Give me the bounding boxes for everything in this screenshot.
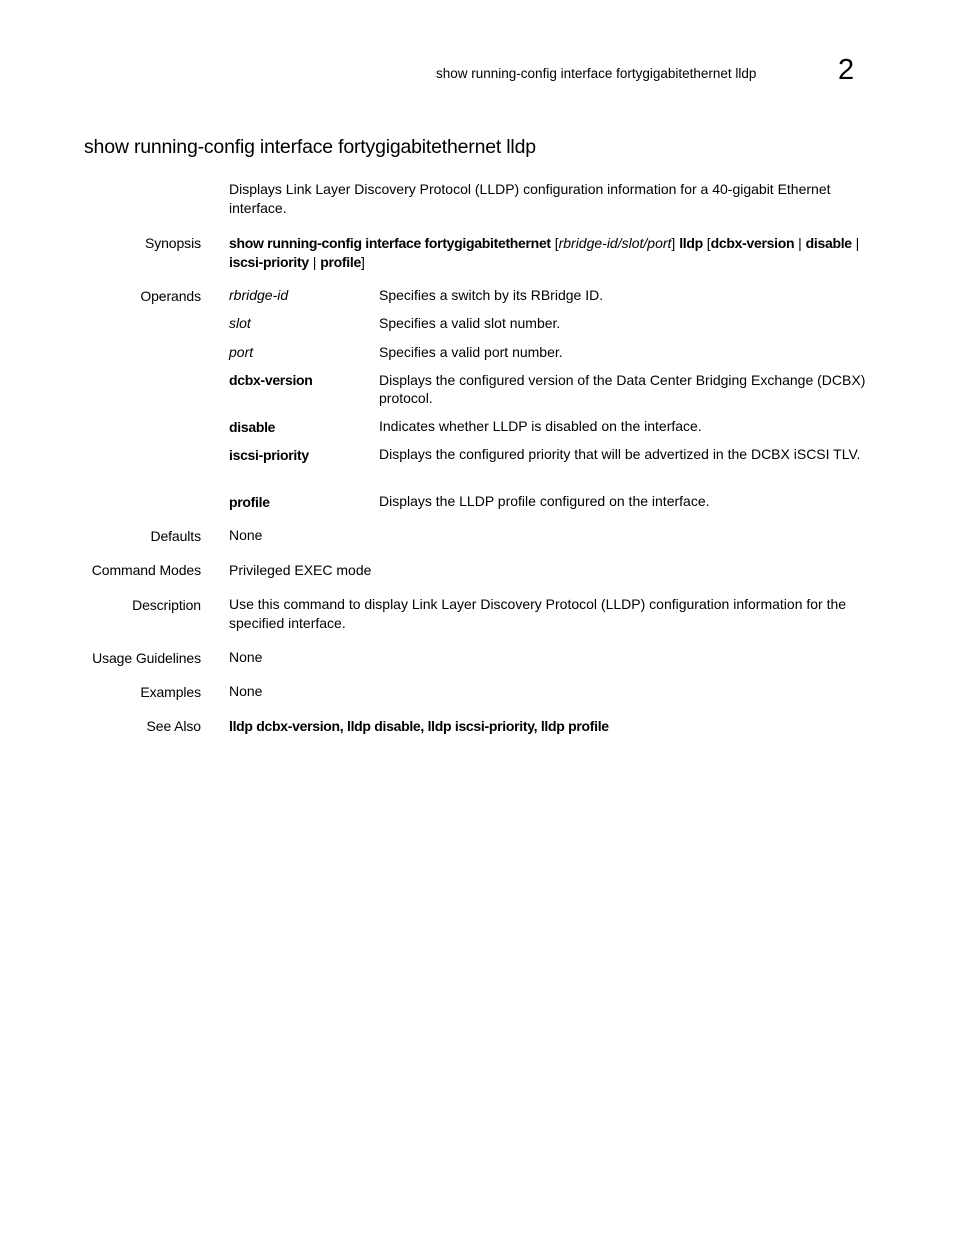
operand-term-profile: profile: [229, 494, 270, 510]
intro-paragraph: Displays Link Layer Discovery Protocol (LLDP) configuration information for a 40-gigabit Ethernet interface.: [229, 181, 831, 216]
synopsis-keyword-lldp: lldp: [679, 235, 703, 251]
command-modes-label: Command Modes: [91, 562, 201, 578]
synopsis-close-bracket-2: ]: [360, 254, 365, 270]
defaults-text: None: [229, 527, 263, 543]
running-header: show running-config interface fortygigabitethernet lldp: [436, 66, 757, 81]
operand-desc-port: Specifies a valid port number.: [379, 344, 563, 360]
description-text: Use this command to display Link Layer Discovery Protocol (LLDP) configuration information for the specified interface.: [229, 596, 847, 631]
synopsis-separator: |: [798, 235, 802, 251]
page-title: show running-config interface fortygigabitethernet lldp: [84, 136, 536, 158]
synopsis-option-iscsi-priority: iscsi-priority: [229, 254, 309, 270]
synopsis-option-dcbx-version: dcbx-version: [710, 235, 795, 251]
usage-guidelines-text: None: [229, 649, 263, 665]
operand-desc-rbridge-id: Specifies a switch by its RBridge ID.: [379, 287, 604, 303]
synopsis-separator: |: [855, 235, 860, 251]
operands-label: Operands: [140, 288, 201, 304]
operand-desc-iscsi-priority: Displays the configured priority that will be advertized in the DCBX iSCSI TLV.: [379, 446, 861, 462]
chapter-number: 2: [838, 54, 855, 86]
command-modes-text: Privileged EXEC mode: [229, 562, 372, 578]
operand-term-rbridge-id: rbridge-id: [229, 287, 289, 303]
synopsis-open-bracket-2: [: [706, 235, 711, 251]
synopsis-option-profile: profile: [320, 254, 361, 270]
operand-desc-profile: Displays the LLDP profile configured on the interface.: [379, 493, 710, 509]
synopsis-close-bracket: ]: [671, 235, 676, 251]
operand-desc-dcbx-version: Displays the configured version of the Data Center Bridging Exchange (DCBX) protocol.: [379, 372, 866, 406]
synopsis-label: Synopsis: [144, 235, 201, 251]
examples-label: Examples: [140, 684, 201, 700]
synopsis-option-disable: disable: [805, 235, 852, 251]
operand-term-dcbx-version: dcbx-version: [229, 372, 313, 388]
synopsis-text: [229, 234, 869, 272]
synopsis-separator: |: [312, 254, 317, 270]
description-label: Description: [132, 597, 201, 613]
synopsis-argument: rbridge-id/slot/port: [558, 235, 672, 251]
synopsis-command: show running-config interface fortygigabitethernet: [229, 235, 551, 251]
see-also-label: See Also: [146, 718, 201, 734]
operand-term-disable: disable: [229, 419, 276, 435]
operand-term-port: port: [229, 344, 254, 360]
operand-desc-disable: Indicates whether LLDP is disabled on the interface.: [379, 418, 702, 434]
synopsis-open-bracket: [: [554, 235, 559, 251]
defaults-label: Defaults: [150, 528, 201, 544]
examples-text: None: [229, 683, 263, 699]
operand-desc-slot: Specifies a valid slot number.: [379, 315, 561, 331]
usage-guidelines-label: Usage Guidelines: [92, 650, 201, 666]
operand-term-iscsi-priority: iscsi-priority: [229, 447, 309, 463]
operand-term-slot: slot: [229, 315, 251, 331]
see-also-links[interactable]: lldp dcbx-version, lldp disable, lldp iscsi-priority, lldp profile: [229, 718, 609, 734]
